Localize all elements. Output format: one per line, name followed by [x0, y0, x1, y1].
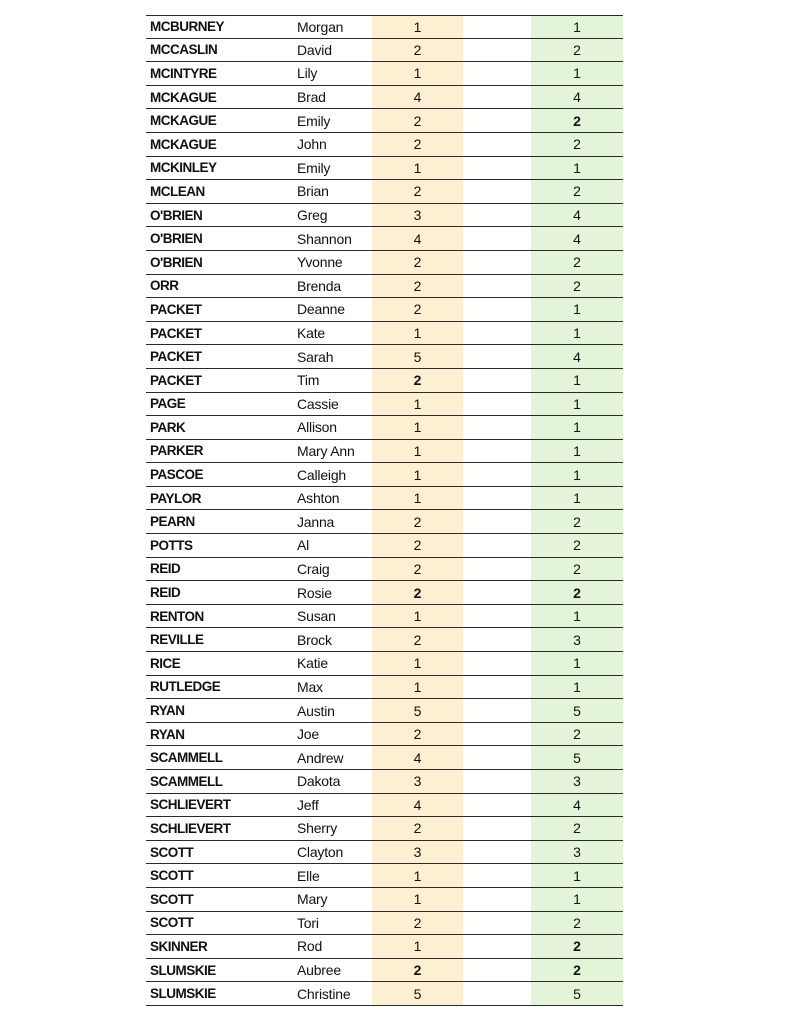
roster-table	[146, 15, 623, 1006]
value-b-cell: 1	[531, 298, 623, 321]
last-name-cell: MCLEAN	[150, 183, 205, 199]
value-a-cell: 5	[372, 699, 463, 722]
table-row	[146, 581, 623, 605]
table-row	[146, 628, 623, 652]
value-b-cell: 2	[531, 581, 623, 604]
value-a-cell: 4	[372, 227, 463, 250]
first-name-cell: Shannon	[297, 230, 352, 247]
first-name-cell: Janna	[297, 513, 335, 530]
table-row	[146, 864, 623, 888]
first-name-cell: Deanne	[297, 301, 345, 318]
table-row	[146, 959, 623, 983]
value-b-cell: 1	[531, 487, 623, 510]
table-row	[146, 888, 623, 912]
value-b-cell: 5	[531, 746, 623, 769]
table-row	[146, 227, 623, 251]
table-row	[146, 345, 623, 369]
value-b-cell: 4	[531, 204, 623, 227]
value-b-cell: 2	[531, 935, 623, 958]
last-name-cell: SCHLIEVERT	[150, 797, 231, 813]
value-a-cell: 5	[372, 982, 463, 1005]
value-b-cell: 1	[531, 157, 623, 180]
value-b-cell: 1	[531, 16, 623, 38]
value-b-cell: 2	[531, 180, 623, 203]
first-name-cell: David	[297, 41, 332, 58]
first-name-cell: Rosie	[297, 584, 332, 601]
table-row	[146, 487, 623, 511]
value-a-cell: 1	[372, 463, 463, 486]
last-name-cell: SLUMSKIE	[150, 986, 216, 1002]
last-name-cell: SCOTT	[150, 915, 194, 931]
value-b-cell: 1	[531, 62, 623, 85]
last-name-cell: POTTS	[150, 537, 193, 553]
last-name-cell: PAYLOR	[150, 490, 202, 506]
last-name-cell: PEARN	[150, 514, 195, 530]
last-name-cell: MCKAGUE	[150, 113, 217, 129]
value-b-cell: 4	[531, 227, 623, 250]
value-a-cell: 2	[372, 133, 463, 156]
first-name-cell: Susan	[297, 608, 336, 625]
value-b-cell: 1	[531, 440, 623, 463]
value-a-cell: 2	[372, 369, 463, 392]
first-name-cell: Mary Ann	[297, 442, 355, 459]
value-a-cell: 1	[372, 935, 463, 958]
value-b-cell: 3	[531, 628, 623, 651]
table-row	[146, 15, 623, 39]
value-a-cell: 4	[372, 794, 463, 817]
table-row	[146, 275, 623, 299]
value-a-cell: 2	[372, 251, 463, 274]
value-b-cell: 2	[531, 912, 623, 935]
last-name-cell: SCOTT	[150, 891, 194, 907]
first-name-cell: Greg	[297, 207, 328, 224]
last-name-cell: PACKET	[150, 325, 202, 341]
first-name-cell: Rod	[297, 938, 323, 955]
first-name-cell: Andrew	[297, 749, 344, 766]
value-b-cell: 2	[531, 109, 623, 132]
last-name-cell: ORR	[150, 278, 179, 294]
first-name-cell: Craig	[297, 560, 330, 577]
table-row	[146, 676, 623, 700]
last-name-cell: SCOTT	[150, 868, 194, 884]
table-row	[146, 558, 623, 582]
value-b-cell: 2	[531, 510, 623, 533]
value-b-cell: 2	[531, 959, 623, 982]
value-a-cell: 1	[372, 676, 463, 699]
value-b-cell: 1	[531, 416, 623, 439]
value-a-cell: 1	[372, 652, 463, 675]
value-b-cell: 2	[531, 817, 623, 840]
table-row	[146, 369, 623, 393]
last-name-cell: RYAN	[150, 726, 185, 742]
last-name-cell: SCOTT	[150, 844, 194, 860]
first-name-cell: Sherry	[297, 820, 338, 837]
first-name-cell: Mary	[297, 891, 328, 908]
last-name-cell: RENTON	[150, 608, 204, 624]
table-row	[146, 180, 623, 204]
value-a-cell: 1	[372, 864, 463, 887]
value-a-cell: 1	[372, 393, 463, 416]
table-row	[146, 605, 623, 629]
value-a-cell: 2	[372, 959, 463, 982]
first-name-cell: Calleigh	[297, 466, 346, 483]
table-row	[146, 133, 623, 157]
value-b-cell: 3	[531, 770, 623, 793]
value-b-cell: 4	[531, 86, 623, 109]
value-a-cell: 3	[372, 841, 463, 864]
first-name-cell: Yvonne	[297, 254, 343, 271]
last-name-cell: REID	[150, 561, 181, 577]
last-name-cell: PACKET	[150, 349, 202, 365]
value-a-cell: 3	[372, 770, 463, 793]
value-a-cell: 1	[372, 605, 463, 628]
table-row	[146, 534, 623, 558]
value-a-cell: 1	[372, 440, 463, 463]
value-b-cell: 1	[531, 322, 623, 345]
last-name-cell: SCAMMELL	[150, 750, 223, 766]
first-name-cell: Aubree	[297, 962, 341, 979]
value-b-cell: 2	[531, 534, 623, 557]
last-name-cell: SCAMMELL	[150, 773, 223, 789]
value-b-cell: 2	[531, 39, 623, 62]
first-name-cell: Kate	[297, 325, 325, 342]
last-name-cell: MCBURNEY	[150, 19, 225, 35]
table-row	[146, 912, 623, 936]
last-name-cell: O'BRIEN	[150, 254, 203, 270]
value-a-cell: 1	[372, 888, 463, 911]
table-row	[146, 652, 623, 676]
table-row	[146, 86, 623, 110]
first-name-cell: Christine	[297, 985, 351, 1002]
first-name-cell: Sarah	[297, 348, 334, 365]
table-row	[146, 935, 623, 959]
value-b-cell: 1	[531, 463, 623, 486]
last-name-cell: SKINNER	[150, 938, 208, 954]
value-b-cell: 2	[531, 275, 623, 298]
first-name-cell: Emily	[297, 112, 331, 129]
table-row	[146, 109, 623, 133]
last-name-cell: PAGE	[150, 396, 186, 412]
value-a-cell: 2	[372, 39, 463, 62]
value-a-cell: 1	[372, 16, 463, 38]
value-a-cell: 2	[372, 534, 463, 557]
table-row	[146, 982, 623, 1006]
value-b-cell: 1	[531, 393, 623, 416]
value-b-cell: 2	[531, 723, 623, 746]
value-a-cell: 2	[372, 510, 463, 533]
value-b-cell: 2	[531, 558, 623, 581]
value-a-cell: 1	[372, 322, 463, 345]
value-b-cell: 4	[531, 794, 623, 817]
table-row	[146, 416, 623, 440]
value-a-cell: 2	[372, 912, 463, 935]
table-row	[146, 251, 623, 275]
first-name-cell: John	[297, 136, 327, 153]
first-name-cell: Brenda	[297, 277, 341, 294]
value-a-cell: 1	[372, 157, 463, 180]
value-b-cell: 2	[531, 133, 623, 156]
last-name-cell: RICE	[150, 655, 181, 671]
value-b-cell: 1	[531, 676, 623, 699]
last-name-cell: SCHLIEVERT	[150, 820, 231, 836]
last-name-cell: O'BRIEN	[150, 231, 203, 247]
last-name-cell: REID	[150, 585, 181, 601]
first-name-cell: Max	[297, 678, 323, 695]
last-name-cell: PACKET	[150, 372, 202, 388]
value-a-cell: 2	[372, 109, 463, 132]
value-b-cell: 1	[531, 605, 623, 628]
table-row	[146, 204, 623, 228]
last-name-cell: PARKER	[150, 443, 204, 459]
first-name-cell: Allison	[297, 419, 337, 436]
first-name-cell: Jeff	[297, 796, 319, 813]
first-name-cell: Morgan	[297, 18, 344, 35]
first-name-cell: Emily	[297, 159, 331, 176]
value-a-cell: 2	[372, 723, 463, 746]
first-name-cell: Ashton	[297, 490, 340, 507]
last-name-cell: PASCOE	[150, 467, 204, 483]
table-row	[146, 510, 623, 534]
table-row	[146, 794, 623, 818]
last-name-cell: MCINTYRE	[150, 65, 217, 81]
last-name-cell: MCKAGUE	[150, 89, 217, 105]
value-a-cell: 2	[372, 298, 463, 321]
table-row	[146, 746, 623, 770]
table-row	[146, 39, 623, 63]
first-name-cell: Brian	[297, 183, 329, 200]
first-name-cell: Brock	[297, 631, 332, 648]
table-row	[146, 817, 623, 841]
value-b-cell: 1	[531, 652, 623, 675]
last-name-cell: RUTLEDGE	[150, 679, 221, 695]
value-a-cell: 4	[372, 86, 463, 109]
last-name-cell: SLUMSKIE	[150, 962, 216, 978]
last-name-cell: MCKAGUE	[150, 136, 217, 152]
first-name-cell: Austin	[297, 702, 335, 719]
last-name-cell: MCKINLEY	[150, 160, 217, 176]
first-name-cell: Brad	[297, 89, 326, 106]
first-name-cell: Lily	[297, 65, 318, 82]
first-name-cell: Dakota	[297, 773, 341, 790]
first-name-cell: Al	[297, 537, 310, 554]
value-b-cell: 1	[531, 369, 623, 392]
first-name-cell: Tim	[297, 372, 320, 389]
value-a-cell: 2	[372, 628, 463, 651]
table-row	[146, 463, 623, 487]
first-name-cell: Clayton	[297, 844, 344, 861]
first-name-cell: Tori	[297, 914, 319, 931]
first-name-cell: Katie	[297, 655, 328, 672]
last-name-cell: MCCASLIN	[150, 42, 218, 58]
value-a-cell: 1	[372, 62, 463, 85]
last-name-cell: O'BRIEN	[150, 207, 203, 223]
first-name-cell: Elle	[297, 867, 320, 884]
value-b-cell: 4	[531, 345, 623, 368]
value-b-cell: 5	[531, 982, 623, 1005]
value-b-cell: 5	[531, 699, 623, 722]
value-b-cell: 3	[531, 841, 623, 864]
value-b-cell: 1	[531, 864, 623, 887]
last-name-cell: RYAN	[150, 703, 185, 719]
table-row	[146, 157, 623, 181]
value-a-cell: 2	[372, 275, 463, 298]
last-name-cell: PACKET	[150, 301, 202, 317]
value-a-cell: 2	[372, 558, 463, 581]
table-row	[146, 699, 623, 723]
table-row	[146, 723, 623, 747]
table-row	[146, 770, 623, 794]
table-row	[146, 322, 623, 346]
table-row	[146, 393, 623, 417]
value-a-cell: 5	[372, 345, 463, 368]
table-row	[146, 440, 623, 464]
table-row	[146, 298, 623, 322]
value-a-cell: 1	[372, 416, 463, 439]
first-name-cell: Joe	[297, 726, 319, 743]
value-a-cell: 2	[372, 180, 463, 203]
table-row	[146, 841, 623, 865]
value-b-cell: 1	[531, 888, 623, 911]
table-row	[146, 62, 623, 86]
last-name-cell: PARK	[150, 419, 186, 435]
first-name-cell: Cassie	[297, 395, 339, 412]
value-b-cell: 2	[531, 251, 623, 274]
value-a-cell: 2	[372, 817, 463, 840]
value-a-cell: 1	[372, 487, 463, 510]
value-a-cell: 3	[372, 204, 463, 227]
value-a-cell: 4	[372, 746, 463, 769]
value-a-cell: 2	[372, 581, 463, 604]
last-name-cell: REVILLE	[150, 632, 204, 648]
